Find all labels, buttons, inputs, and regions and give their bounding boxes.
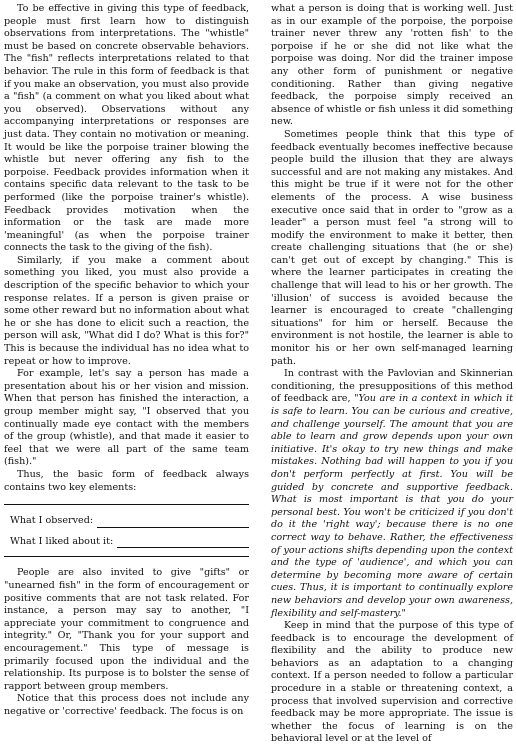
paragraph-illusion: Sometimes people think that this type of feedback eventually becomes ineffective because people build the illusion that they are always successful and are not making any mistakes. And this might be true if it were not for the other elements of the process. A wise business executive once said that in order to "grow as a leader" a person must feel "a strong will to modify the environment to make it better, then create challenging situations that (he or she) can't get out of except by changing." This is where the learner participates in creating the challenge that will lead to his or her growth. The 'illusion' of success is avoided because the learner is encouraged to create "challenging situations" for him or herself. Because the environment is not hostile, the learner is able to monitor his or her own self-managed learning path. xyxy=(271,128,513,367)
form-top-rule xyxy=(4,504,249,505)
presuppositions-quote: "You are in a context in which it is safe to learn. You can be curious and creative, and challenge yourself. The amount that you are able to learn and grow depends upon your own initiative. It's okay to try new things and make mistakes. Nothing bad will happen to you if you don't perform perfectly at first. You will be guided by concrete and supportive feedback. What is most important is that you do your personal best. You won't be criticized if you don't do it the 'right way'; because there is no one correct way to behave. Rather, the effectiveness of your actions shifts depending upon the context and the type of 'audience', and which you can determine by becoming more aware of certain cues. Thus, it is important to continually explore new behaviors and develop your own awareness, flexibility and self-mastery." xyxy=(271,393,513,619)
left-column xyxy=(4,3,249,718)
form-observed-label: What I observed: xyxy=(10,515,94,527)
form-observed-row xyxy=(10,515,249,528)
paragraph-example: For example, let's say a person has made a presentation about his or her vision and mission. When that person has finished the interaction, a group member might say, "I observed that you continually made eye contact with the members of the group (whistle), and that made it easier to feel that we were all part of the same team (fish)." xyxy=(4,368,249,468)
form-bottom-rule xyxy=(4,556,249,557)
paragraph-purpose: Keep in mind that the purpose of this type of feedback is to encourage the development of flexibility and the ability to produce new behaviors as an adaptation to a changing context. If a person needed to follow a particular procedure in a stable or threatening context, a process that involved supervision and corrective feedback may be more appropriate. The issue is whether the focus of learning is on the behavioral level or at the level of xyxy=(271,620,513,745)
form-liked-blank xyxy=(117,537,249,548)
paragraph-presuppositions xyxy=(271,368,513,620)
right-column xyxy=(271,3,513,746)
paragraph-no-negative: Notice that this process does not include any negative or 'corrective' feedback. The focus is on xyxy=(4,693,249,717)
paragraph-specific-behavior: Similarly, if you make a comment about something you liked, you must also provide a description of the specific behavior to which your response relates. If a person is given praise or some other reward but no information about what he or she has done to elicit such a reaction, the person will ask, "What did I do? What is this for?" This is because the individual has no idea what to repeat or how to improve. xyxy=(4,254,249,367)
paragraph-observations: To be effective in giving this type of feedback, people must first learn how to distinguish observations from interpretations. The "whistle" must be based on concrete observable behaviors. The "fish" reflects interpretations related to that behavior. The rule in this form of feedback is that if you make an observation, you must also provide a "fish" (a comment on what you liked about what you observed). Observations without any accompanying interpretations or responses are just data. They contain no motivation or meaning. It would be like the porpoise trainer blowing the whistle but never offering any fish to the porpoise. Feedback provides information when it contains specific data relevant to the task to be performed (like the porpoise trainer's whistle). Feedback provides motivation when the information or the task are made more 'meaningful' (as when the porpoise trainer connects the task to the giving of the fish). xyxy=(4,3,249,254)
form-observed-blank xyxy=(97,517,249,528)
paragraph-continued: what a person is doing that is working well. Just as in our example of the porpoise, the porpoise trainer never threw any 'rotten fish' to the porpoise if he or she did not like what the porpoise was doing. Nor did the trainer impose any other form of punishment or negative conditioning. Rather than giving negative feedback, the porpoise simply received an absence of whistle or fish unless it did something new. xyxy=(271,3,513,128)
presuppositions-lead: In contrast with the Pavlovian and Skinnerian conditioning, the presuppositions of this method of feedback are, xyxy=(271,368,513,405)
form-liked-row xyxy=(10,536,249,549)
paragraph-two-elements: Thus, the basic form of feedback always contains two key elements: xyxy=(4,468,249,493)
feedback-form xyxy=(4,504,249,557)
form-liked-label: What I liked about it: xyxy=(10,535,114,547)
paragraph-gifts: People are also invited to give "gifts" or "unearned fish" in the form of encouragement or positive comments that are not task related. For instance, a person may say to another, "I appreciate your commitment to congruence and integrity." Or, "Thank you for your support and encouragement." This type of message is primarily focused upon the individual and the relationship. Its purpose is to bolster the sense of rapport between group members. xyxy=(4,567,249,692)
